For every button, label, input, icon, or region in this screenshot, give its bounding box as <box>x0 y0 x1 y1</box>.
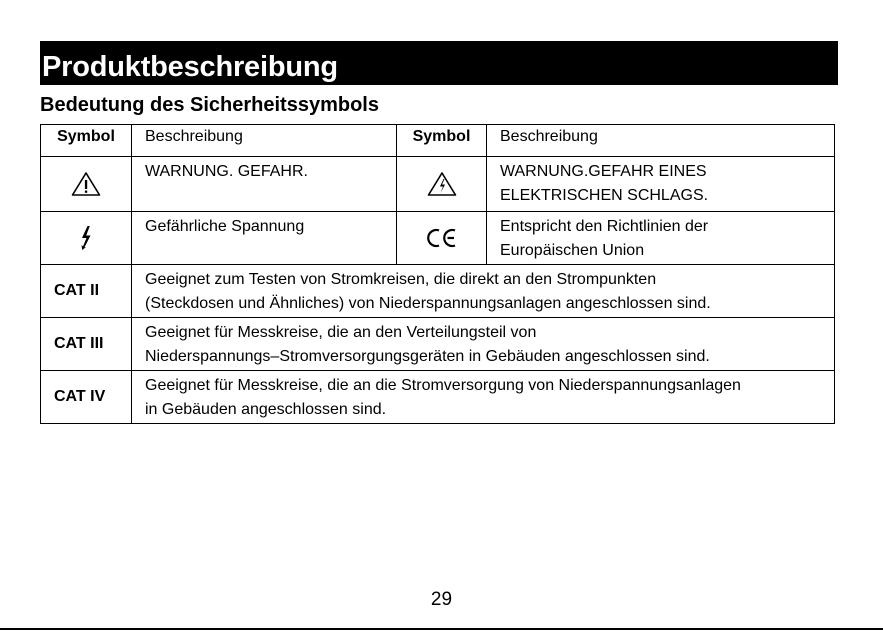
cat-iii-label: CAT III <box>41 318 132 371</box>
lightning-bolt-icon <box>41 212 132 265</box>
table-row <box>41 212 835 265</box>
ce-description <box>487 212 835 265</box>
cat-iii-description <box>132 318 835 371</box>
electric-shock-triangle-icon <box>397 157 487 212</box>
table-row <box>41 318 835 371</box>
ce-mark-icon <box>397 212 487 265</box>
cat-iv-description-line2: in Gebäuden angeschlossen sind. <box>145 401 387 418</box>
dangerous-voltage-description: Gefährliche Spannung <box>132 212 397 265</box>
section-heading: Bedeutung des Sicherheitssymbols <box>40 94 379 116</box>
cat-iv-description-line1: Geeignet für Messkreise, die an die Stromversorgung von Niederspannungsanlagen <box>145 377 741 394</box>
page-title: Produktbeschreibung <box>40 41 838 85</box>
cat-iv-description <box>132 371 835 424</box>
ce-description-line1: Entspricht den Richtlinien der <box>500 218 709 235</box>
header-description-right: Beschreibung <box>487 125 835 157</box>
cat-ii-description <box>132 265 835 318</box>
cat-iii-description-line1: Geeignet für Messkreise, die an den Verteilungsteil von <box>145 324 537 341</box>
cat-ii-description-line1: Geeignet zum Testen von Stromkreisen, die direkt an den Strompunkten <box>145 271 657 288</box>
table-row <box>41 157 835 212</box>
header-description-left: Beschreibung <box>132 125 397 157</box>
bottom-divider <box>0 628 883 630</box>
page-number: 29 <box>430 589 453 610</box>
table-row <box>41 371 835 424</box>
warning-triangle-icon <box>41 157 132 212</box>
table-header-row <box>41 125 835 157</box>
cat-ii-label: CAT II <box>41 265 132 318</box>
header-symbol-right: Symbol <box>397 125 487 157</box>
table-row <box>41 265 835 318</box>
header-symbol-left: Symbol <box>41 125 132 157</box>
cat-iii-description-line2: Niederspannungs–Stromversorgungsgeräten in Gebäuden angeschlossen sind. <box>145 348 710 365</box>
cat-iv-label: CAT IV <box>41 371 132 424</box>
warning-description: WARNUNG. GEFAHR. <box>132 157 397 212</box>
electric-shock-description-line1: WARNUNG.GEFAHR EINES <box>500 163 707 180</box>
electric-shock-description-line2: ELEKTRISCHEN SCHLAGS. <box>500 187 709 204</box>
cat-ii-description-line2: (Steckdosen und Ähnliches) von Niederspannungsanlagen angeschlossen sind. <box>145 295 711 312</box>
electric-shock-description <box>487 157 835 212</box>
ce-description-line2: Europäischen Union <box>500 242 645 259</box>
safety-symbol-table <box>40 124 835 424</box>
